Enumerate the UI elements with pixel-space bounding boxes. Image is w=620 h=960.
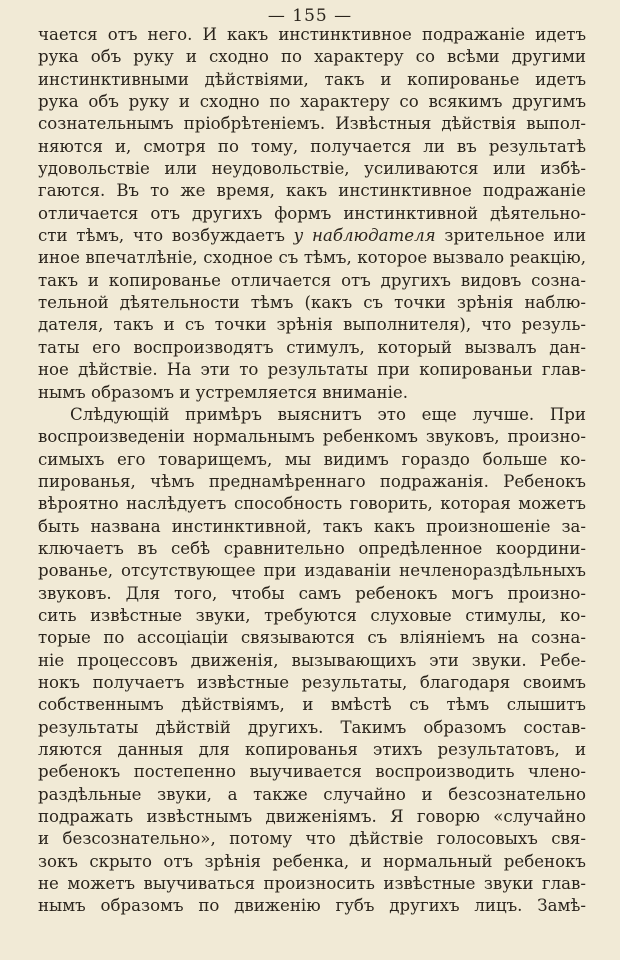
text-line: воспроизведеніи нормальнымъ ребенкомъ звуковъ, произно- xyxy=(38,427,586,447)
text-line: быть названа инстинктивной, такъ какъ произношеніе за- xyxy=(38,516,586,536)
text-line: иное впечатлѣніе, сходное съ тѣмъ, которое вызвало реакцію, xyxy=(38,248,586,268)
text-line: рука объ руку и сходно по характеру со всѣми другими xyxy=(38,47,586,67)
paragraph-last-line: нымъ образомъ и устремляется вниманіе. xyxy=(38,382,408,402)
text-line: ніе процессовъ движенія, вызывающихъ эти звуки. Ребе- xyxy=(38,650,586,670)
paragraph-first-line: Слѣдующій примѣръ выяснитъ это еще лучше. При xyxy=(70,404,586,424)
text-line: отличается отъ другихъ формъ инстинктивной дѣятельно- xyxy=(38,203,586,223)
text-line: ляются данныя для копированья этихъ результатовъ, и xyxy=(38,740,586,759)
text-line: чается отъ него. И какъ инстинктивное подражаніе идетъ xyxy=(38,25,586,44)
text-line-with-italic xyxy=(38,225,586,247)
text-line: удовольствіе или неудовольствіе, усиливаются или избѣ- xyxy=(38,159,586,179)
text-line: ребенокъ постепенно выучивается воспроизводить члено- xyxy=(38,762,586,782)
text-line: сить извѣстные звуки, требуются слуховые стимулы, ко- xyxy=(38,605,586,625)
text-line: симыхъ его товарищемъ, мы видимъ гораздо больше ко- xyxy=(38,449,586,469)
text-line: такъ и копированье отличается отъ другихъ видовъ созна- xyxy=(38,270,586,290)
text-line: гаются. Въ то же время, какъ инстинктивное подражаніе xyxy=(38,181,586,201)
page-number: — 155 — xyxy=(267,6,353,26)
text-segment: сти тѣмъ, что возбуждаетъ xyxy=(38,226,294,246)
text-line: вѣроятно наслѣдуетъ способность говорить, которая можетъ xyxy=(38,494,586,514)
text-line: нымъ образомъ по движенію губъ другихъ лицъ. Замѣ- xyxy=(38,896,586,916)
text-line: дателя, такъ и съ точки зрѣнія выполнителя), что резуль- xyxy=(38,315,586,335)
text-line: рованье, отсутствующее при издаваніи нечленораздѣльныхъ xyxy=(38,561,586,581)
text-line: ное дѣйствіе. На эти то результаты при копированьи глав- xyxy=(38,360,586,380)
text-line: зокъ скрыто отъ зрѣнія ребенка, и нормальный ребенокъ xyxy=(38,851,586,871)
body-text xyxy=(38,24,586,918)
text-segment: зрительное или xyxy=(435,226,586,246)
text-line: нокъ получаетъ извѣстные результаты, благодаря своимъ xyxy=(38,672,586,692)
text-line: рука объ руку и сходно по характеру со всякимъ другимъ xyxy=(38,92,586,112)
text-line: результаты дѣйствій другихъ. Такимъ образомъ состав- xyxy=(38,717,586,737)
text-line: инстинктивными дѣйствіями, такъ и копированье идетъ xyxy=(38,69,586,89)
text-line: сознательнымъ пріобрѣтеніемъ. Извѣстныя дѣйствія выпол- xyxy=(38,114,586,134)
text-line: таты его воспроизводятъ стимулъ, который вызвалъ дан- xyxy=(38,337,586,357)
text-line: подражать извѣстнымъ движеніямъ. Я говорю «случайно xyxy=(38,807,586,827)
text-line: звуковъ. Для того, чтобы самъ ребенокъ могъ произно- xyxy=(38,583,586,603)
italic-phrase: у наблюдателя xyxy=(293,226,436,246)
text-line: торые по ассоціаціи связываются съ вліяніемъ на созна- xyxy=(38,628,586,648)
text-line: и безсознательно», потому что дѣйствіе голосовыхъ свя- xyxy=(38,829,586,849)
text-line: ключаетъ въ себѣ сравнительно опредѣленное координи- xyxy=(38,538,586,558)
text-line: пированья, чѣмъ преднамѣреннаго подражанія. Ребенокъ xyxy=(38,471,586,491)
text-line: тельной дѣятельности тѣмъ (какъ съ точки зрѣнія наблю- xyxy=(38,293,586,313)
text-line: собственнымъ дѣйствіямъ, и вмѣстѣ съ тѣмъ слышитъ xyxy=(38,695,586,715)
text-line: не можетъ выучиваться произносить извѣстные звуки глав- xyxy=(38,874,586,894)
text-line: няются и, смотря по тому, получается ли въ результатѣ xyxy=(38,136,586,156)
text-line: раздѣльные звуки, а также случайно и безсознательно xyxy=(38,784,586,804)
